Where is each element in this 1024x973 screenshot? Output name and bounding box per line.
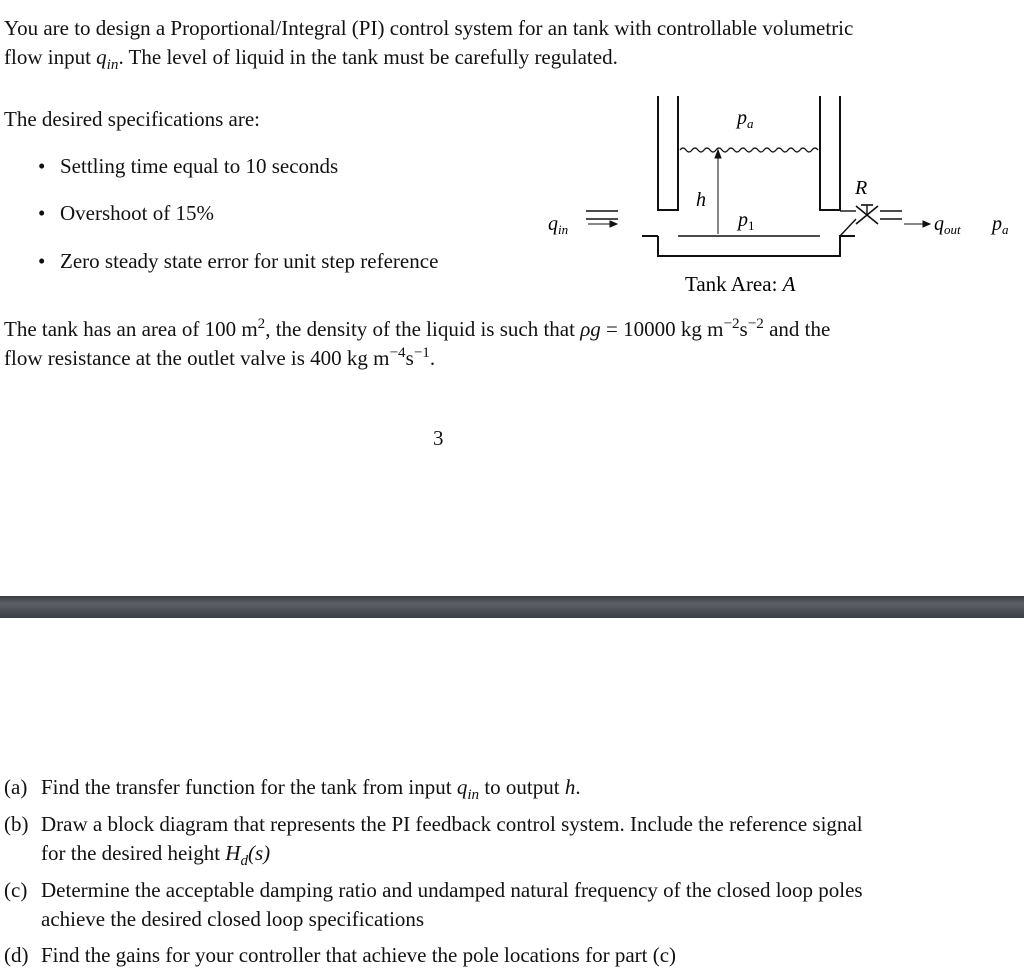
part-label: (b)	[4, 812, 29, 836]
p1-label: $p_1$	[738, 209, 755, 233]
bullet-icon: •	[38, 201, 46, 225]
qin-label: $q_{in}$	[548, 213, 569, 237]
liquid-surface	[680, 148, 818, 152]
tank-right-wall	[820, 96, 840, 210]
part-c: (c) Determine the acceptable damping ratio and undamped natural frequency of the closed loop poles	[4, 876, 863, 905]
params-line-2: flow resistance at the outlet valve is 400 kg $m^{-4}s^{-1}$.	[4, 345, 436, 370]
part-label: (a)	[4, 775, 28, 799]
part-c-continued: achieve the desired closed loop specifications	[41, 907, 425, 931]
qout-label: $q_{out}$	[934, 213, 961, 237]
params-line-1: The tank has an area of 100 $m^2$, the density of the liquid is such that ρg = 10000 kg $m^{-2}s^{-2}$ and the	[4, 316, 831, 341]
part-label: (d)	[4, 943, 29, 967]
tank-diagram	[530, 88, 1024, 308]
r-label: R	[855, 177, 868, 199]
specs-heading: The desired specifications are:	[4, 107, 260, 131]
part-b: (b) Draw a block diagram that represents the PI feedback control system. Include the reference signal	[4, 810, 863, 839]
tank-bottom	[658, 236, 855, 256]
tank-area-caption: Tank Area: A	[685, 272, 796, 296]
part-d: (d) Find the gains for your controller that achieve the pole locations for part (c)	[4, 941, 676, 970]
q-in-symbol: $q_{in}$	[96, 45, 119, 74]
intro-line-1: You are to design a Proportional/Integral (PI) control system for an tank with controllable volumetric	[4, 16, 854, 40]
bullet-icon: •	[38, 154, 46, 178]
pa-top-label: $p_a$	[737, 107, 754, 131]
intro-line-2: flow input $q_{in}$. The level of liquid in the tank must be carefully regulated.	[4, 45, 618, 74]
page-divider	[0, 596, 1024, 618]
h-arrow-head	[715, 150, 721, 158]
h-label: h	[696, 189, 706, 211]
tank-left-wall	[658, 96, 678, 210]
bullet-icon: •	[38, 249, 46, 273]
part-label: (c)	[4, 878, 28, 902]
page-number: 3	[433, 426, 444, 450]
pa-right-label: $p_a$	[992, 213, 1009, 237]
part-a: (a) Find the transfer function for the tank from input $q_{in}$ to output h.	[4, 775, 581, 804]
part-b-continued: for the desired height $H_d(s)$	[41, 841, 271, 870]
